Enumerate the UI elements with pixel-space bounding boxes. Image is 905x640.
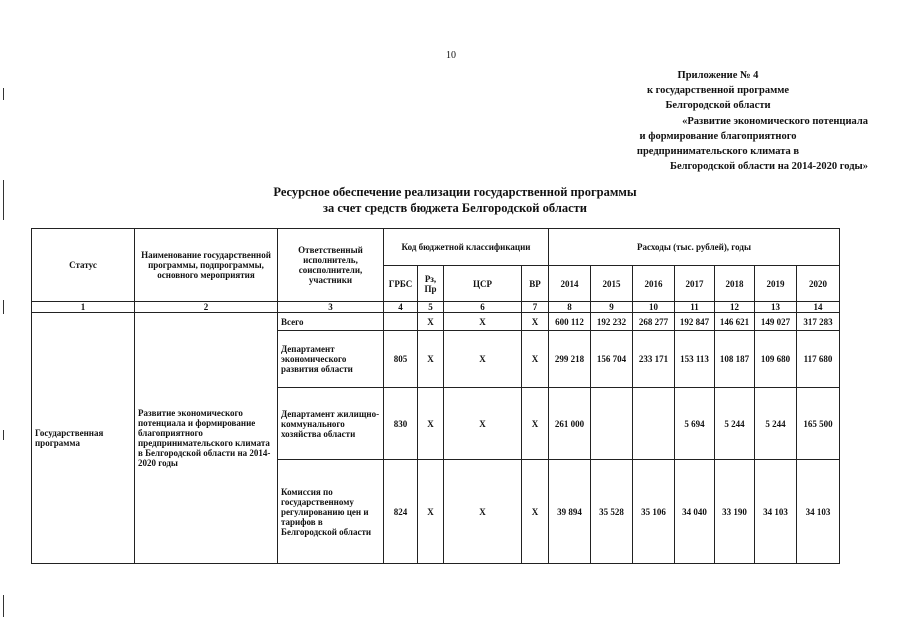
col-number: 5 <box>418 302 444 313</box>
header-year: 2015 <box>591 266 633 302</box>
grbs-cell: 805 <box>384 331 418 388</box>
scan-mark <box>3 300 4 314</box>
scan-mark <box>3 430 4 440</box>
value-cell: 268 277 <box>633 313 675 331</box>
value-cell: 108 187 <box>715 331 755 388</box>
header-expenses: Расходы (тыс. рублей), годы <box>549 229 840 266</box>
value-cell: 34 040 <box>675 460 715 564</box>
col-number: 2 <box>135 302 278 313</box>
header-year: 2016 <box>633 266 675 302</box>
header-name: Наименование государственной программы, подпрограммы, основного мероприятия <box>135 229 278 302</box>
scan-mark <box>3 595 4 617</box>
header-year: 2019 <box>755 266 797 302</box>
header-year: 2018 <box>715 266 755 302</box>
value-cell: 35 106 <box>633 460 675 564</box>
value-cell: 192 847 <box>675 313 715 331</box>
rzpr-cell: X <box>418 460 444 564</box>
title-line-2: за счет средств бюджета Белгородской области <box>323 201 587 215</box>
status-cell: Государственная программа <box>32 313 135 564</box>
column-number-row <box>32 302 840 313</box>
header-year: 2020 <box>797 266 840 302</box>
appendix-line: «Развитие экономического потенциала <box>682 115 868 127</box>
grbs-cell: 824 <box>384 460 418 564</box>
header-responsible: Ответственный исполнитель, соисполнители, участники <box>278 229 384 302</box>
value-cell: 317 283 <box>797 313 840 331</box>
appendix-block <box>568 68 868 174</box>
col-number: 13 <box>755 302 797 313</box>
value-cell: 261 000 <box>549 388 591 460</box>
program-name-cell: Развитие экономического потенциала и формирование благоприятного предпринимательского климата в Белгородской области на 2014-2020 годы <box>135 313 278 564</box>
value-cell: 192 232 <box>591 313 633 331</box>
col-number: 7 <box>522 302 549 313</box>
col-number: 11 <box>675 302 715 313</box>
col-number: 6 <box>444 302 522 313</box>
value-cell: 600 112 <box>549 313 591 331</box>
header-year: 2017 <box>675 266 715 302</box>
value-cell: 146 621 <box>715 313 755 331</box>
col-number: 10 <box>633 302 675 313</box>
resource-table <box>31 228 840 564</box>
col-number: 4 <box>384 302 418 313</box>
rzpr-cell: X <box>418 331 444 388</box>
vr-cell: X <box>522 313 549 331</box>
csr-cell: X <box>444 388 522 460</box>
value-cell: 34 103 <box>755 460 797 564</box>
col-number: 9 <box>591 302 633 313</box>
csr-cell: X <box>444 331 522 388</box>
appendix-line: и формирование благоприятного <box>639 130 797 142</box>
value-cell: 299 218 <box>549 331 591 388</box>
value-cell: 156 704 <box>591 331 633 388</box>
title-line-1: Ресурсное обеспечение реализации государственной программы <box>273 185 637 199</box>
header-rzpr: Рз, Пр <box>418 266 444 302</box>
col-number: 8 <box>549 302 591 313</box>
document-title <box>180 184 730 216</box>
value-cell: 153 113 <box>675 331 715 388</box>
value-cell: 109 680 <box>755 331 797 388</box>
value-cell: 165 500 <box>797 388 840 460</box>
value-cell: 5 694 <box>675 388 715 460</box>
header-year: 2014 <box>549 266 591 302</box>
vr-cell: X <box>522 331 549 388</box>
grbs-cell: 830 <box>384 388 418 460</box>
vr-cell: X <box>522 460 549 564</box>
scan-mark <box>3 88 4 100</box>
value-cell: 35 528 <box>591 460 633 564</box>
value-cell: 149 027 <box>755 313 797 331</box>
col-number: 1 <box>32 302 135 313</box>
appendix-line: Белгородской области <box>665 100 771 112</box>
value-cell: 39 894 <box>549 460 591 564</box>
header-status: Статус <box>32 229 135 302</box>
scan-mark <box>3 180 4 220</box>
value-cell <box>591 388 633 460</box>
header-csr: ЦСР <box>444 266 522 302</box>
rzpr-cell: X <box>418 388 444 460</box>
vr-cell: X <box>522 388 549 460</box>
col-number: 14 <box>797 302 840 313</box>
col-number: 12 <box>715 302 755 313</box>
value-cell <box>633 388 675 460</box>
col-number: 3 <box>278 302 384 313</box>
value-cell: 117 680 <box>797 331 840 388</box>
responsible-cell: Всего <box>278 313 384 331</box>
responsible-cell: Департамент экономического развития области <box>278 331 384 388</box>
value-cell: 233 171 <box>633 331 675 388</box>
grbs-cell <box>384 313 418 331</box>
page-number: 10 <box>446 50 456 61</box>
value-cell: 5 244 <box>755 388 797 460</box>
header-budget-code: Код бюджетной классификации <box>384 229 549 266</box>
appendix-line: Белгородской области на 2014-2020 годы» <box>670 161 868 173</box>
header-vr: ВР <box>522 266 549 302</box>
value-cell: 33 190 <box>715 460 755 564</box>
rzpr-cell: X <box>418 313 444 331</box>
responsible-cell: Департамент жилищно-коммунального хозяйства области <box>278 388 384 460</box>
header-grbs: ГРБС <box>384 266 418 302</box>
appendix-line: предпринимательского климата в <box>636 146 800 158</box>
csr-cell: X <box>444 460 522 564</box>
responsible-cell: Комиссия по государственному регулированию цен и тарифов в Белгородской области <box>278 460 384 564</box>
appendix-line: Приложение № 4 <box>677 70 759 81</box>
csr-cell: X <box>444 313 522 331</box>
table-row <box>32 313 840 331</box>
value-cell: 5 244 <box>715 388 755 460</box>
appendix-line: к государственной программе <box>646 85 790 97</box>
value-cell: 34 103 <box>797 460 840 564</box>
